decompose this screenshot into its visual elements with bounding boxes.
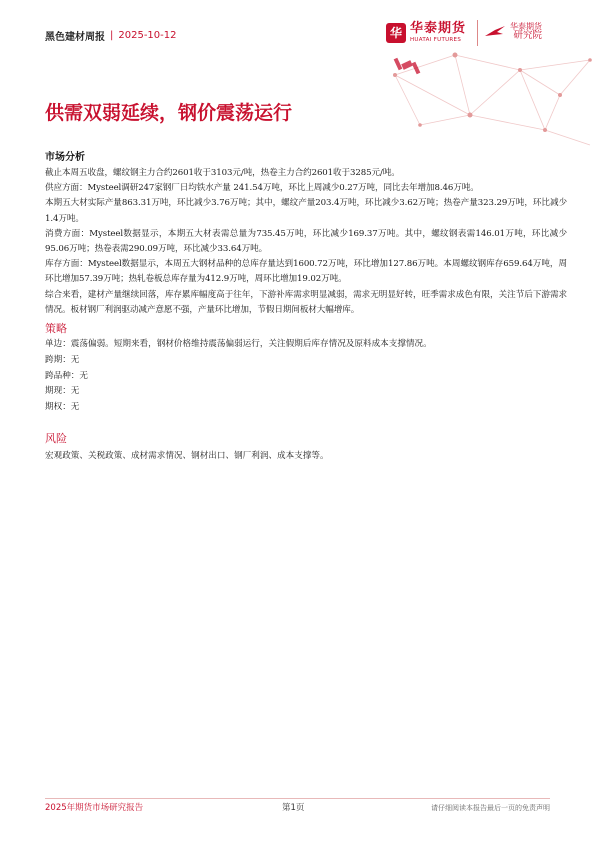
strategy-item: 期现：无	[45, 386, 80, 397]
research-line1: 华泰期货	[510, 21, 542, 31]
risk-text: 宏观政策、关税政策、成材需求情况、钢材出口、钢厂利润、成本支撑等。	[45, 451, 329, 462]
header-separator: |	[110, 30, 114, 41]
market-paragraph: 截止本周五收盘，螺纹钢主力合约2601收于3103元/吨，热卷主力合约2601收于3285元/吨。	[45, 168, 400, 178]
market-paragraph: 综合来看，建材产量继续回落，库存累库幅度高于往年，下游补库需求明显减弱，需求无明显好转，旺季需求成色有限，关注节后下游需求情况。板材钢厂利润驱动减产意愿不强，产量环比增加，节假日期间板材大幅增库。	[45, 289, 567, 315]
logo-mark-icon: 华	[386, 23, 406, 43]
strategy-item: 期权：无	[45, 402, 80, 413]
report-body	[45, 150, 567, 464]
page-number: 第1页	[282, 803, 305, 813]
market-paragraph: 本期五大材实际产量863.31万吨，环比减少3.76万吨；其中，螺纹产量203.4万吨，环比减少3.62万吨；热卷产量323.29万吨，环比减少1.4万吨。	[45, 198, 567, 224]
disclaimer-note: 请仔细阅读本报告最后一页的免责声明	[431, 804, 550, 812]
footer-divider	[45, 798, 550, 799]
research-line2: 研究院	[513, 30, 542, 42]
footer-report-label: 2025年期货市场研究报告	[45, 803, 144, 813]
market-paragraph: 供应方面：Mysteel调研247家钢厂日均铁水产量 241.54万吨，环比上周减少0.27万吨，同比去年增加8.46万吨。	[45, 183, 479, 194]
strategy-heading: 策略	[45, 322, 67, 336]
report-name: 黑色建材周报	[45, 32, 105, 43]
huatai-futures-logo	[386, 22, 466, 44]
market-paragraph: 消费方面：Mysteel数据显示，本期五大材表需总量为735.45万吨，环比减少169.37万吨。其中，螺纹钢表需146.01万吨，环比减少95.06万吨；热卷表需290.09万吨，环比减少33.64万吨。	[45, 228, 567, 255]
risk-heading: 风险	[45, 432, 67, 446]
logo-en: HUATAI FUTURES	[410, 37, 462, 43]
market-analysis-heading: 市场分析	[45, 152, 85, 163]
market-paragraph: 库存方面：Mysteel数据显示，本周五大钢材品种的总库存量达到1600.72万吨，环比增加127.86万吨。本周螺纹钢库存659.64万吨，周环比增加57.39万吨；热轧卷板总库存量为412.9万吨，周环比增加19.02万吨。	[45, 259, 567, 285]
research-institute-logo	[483, 22, 542, 42]
strategy-item: 跨期：无	[45, 354, 80, 365]
logo-cn: 华泰期货	[410, 21, 467, 36]
report-header	[45, 28, 177, 43]
strategy-item: 单边：震荡偏弱。短期来看，钢材价格维持震荡偏弱运行，关注假期后库存情况及原料成本支撑情况。	[45, 339, 432, 350]
bird-logo-icon	[483, 22, 507, 42]
strategy-item: 跨品种：无	[45, 370, 88, 381]
report-date: 2025-10-12	[118, 30, 177, 41]
page-title: 供需双弱延续，钢价震荡运行	[45, 102, 293, 124]
logo-divider	[477, 20, 478, 46]
